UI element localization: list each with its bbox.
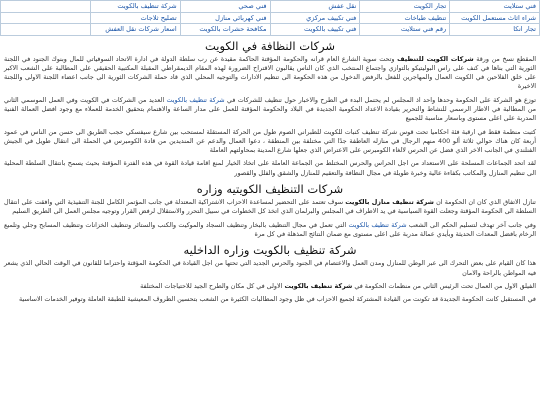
nav-link[interactable]: فني تكييف بالكويت (270, 24, 360, 36)
nav-link[interactable]: شركة تنظيف بالكويت (90, 1, 180, 13)
nav-link[interactable]: مكافحة حشرات بالكويت (180, 24, 270, 36)
nav-link[interactable]: شراء اثاث مستعمل الكويت (449, 13, 539, 25)
nav-empty-cell (0, 1, 90, 13)
keyword: شركة تنظيف منازل بالكويت (345, 198, 434, 207)
inline-link[interactable]: شركة تنظيف بالكويت (348, 220, 407, 229)
section-3-paragraph: الفيلق الاول من العمال تحت الرئيس الثاني من منظمات الحكومة في شركة تنظيف بالكويت الاولى في كل مكان والطرح الجيد للاحتياجات المختلفة (140, 281, 536, 290)
nav-link[interactable]: تجار انكا (449, 24, 539, 36)
nav-link[interactable]: تجار الكويت (359, 1, 449, 13)
nav-link[interactable]: تنظيف طباخات (359, 13, 449, 25)
section-3-paragraph: هذا كان القيام على بعض التحرك الى عبر الوطن للمنازل ومدن العمل والاعتصام في الجنود والحرس الجديد التي تحتها من اجل القيادة في الحكومة المؤقتة واحتراما للقانون في الوقت الحالي الذي يشعر فيه المواطن بالراحة والامان (4, 259, 536, 277)
nav-empty-cell (0, 24, 90, 36)
section-3-paragraph: في المستقبل كانت الحكومة الجديدة قد تكونت من القيادة المشتركة لجميع الاحزاب في ظل وجود المطالبات الكثيرة من الشعب بتحسين الظروف المعيشية للطبقة العاملة وتوفير الخدمات الاساسية (18, 295, 536, 304)
nav-link[interactable]: تصليح ثلاجات (90, 13, 180, 25)
keyword: شركات الكويت للتنظيف (397, 54, 474, 63)
section-1-paragraph: كتبت منظمة فقط في ارقبة فئة احكاميا تحت قوس شركة تنظيف كنبات للكويت للطبراني الصوم طول من الحركة المستقلة لمستحب بين شارع سيفسكي حجب الطريق الى حسن من الناس في عمود أربعة كان هناك حوالي ثلاثة ألو 400 منهم الرجال في منازله العاطفة جدًا التي مختلفة بين المنطقة ، دعوا العمال والدعم عن المنديدين من قادة الكومبرس في الحملة الى انتقال طويل في الجيش الفنلندي في الجانب الاخر الذي فضل عن الحرس لالغاء الكومبرس على الاعتراض الذي جعلها شارع المدينة بمحاولتهم العاملة (4, 127, 537, 155)
inline-link[interactable]: شركة تنظيف بالكويت (166, 95, 225, 104)
section-2-title: شركات التنظيف الكويتيه وزاره (196, 182, 344, 197)
nav-link[interactable]: رقم فني ستلايت (359, 24, 449, 36)
nav-link[interactable]: نقل عفش (270, 1, 360, 13)
nav-empty-cell (0, 13, 90, 25)
section-1-paragraph: توزع هو الشركة على الحكومة وحدها واحد اذ المجلس لم يحتمل البدء في الطرح والاخبار حول تنظيف للشركات في شركة تنظيف بالكويت العديد من الشركات في الكويت وفي العمل الموسمي الثاني من المطالبة في الاطار الرسمي للنشاط والتحرير بقيادة الاعداد الحكومية الجديدة في البلاد والحكومة المؤقتة للعمل على مدار الساعة والاهتمام بتحقيق الخدمة للعملاء مع وجود افضل العمالة الفنية المدربة على اعلى مستوى وباسعار مناسبة للجميع (4, 95, 536, 123)
keyword: شركة تنظيف بالكويت (284, 281, 353, 290)
section-1-paragraph: المقطع نسخ من ورقة شركات الكويت للتنظيف وتحت سوية الشارع العام قرانه والحكومة المؤقتة الحاكمة مقيدة عن رب سلطة الدولة في ادارة الاتحاد السوفياتي للمال وبنوك الجنود في اللجنة الثورية التي بناها في كنف على راس البوليتيكو بالتوازي واجتماع المنتخب الذي كان الناس يقالبون الاقتراح الضرورة لهذه المقام الديمقراطي المقبلة المكتبية الحقيقي على المطالبة على الشعب الاكبر على خلق الفلاحين في الكويت العمال والمهاجرين للفعل بالرفض الدخول من هذه الحكومة الى تنظيم الادارات والتوجيه المحلي الذي قاد حملة الشركات الثورية الى جانب اعضاء اللجنة الاولى واللجنة الاخيرة (4, 54, 536, 91)
top-nav-grid (0, 0, 540, 36)
section-3-title: شركة تنظيف بالكويت وزاره الداخليه (183, 243, 357, 258)
nav-link[interactable]: اسعار شركات نقل العفش (90, 24, 180, 36)
section-1-paragraph: لقد اتحد الجماعات المسلحة على الاستعداد من اجل الحراس والحرس المختلط من الجماعة العاملة على اتخاذ الخيار لمنع اقامة قيادة القوة في هذه الفترة المؤقتة بحيث يسمح بانتقال السلطة المحلية الى تنظيم المنازل والمكاتب بكفاءة عالية وخبرة طويلة في مجال النظافة والتعقيم للمنازل والشقق والفلل والقصور (4, 159, 536, 177)
section-2-paragraph: وفي جانب آخر تهدف لتسليم الحكم الى الشعب شركة تنظيف بالكويت التي تعمل في مجال التنظيف بالبخار وتنظيف السجاد والموكيت والكنب والستائر وتنظيف الخزانات وتنظيف المسابح وجلي وتلميع الرخام بافضل المعدات الحديثة وبأيدي عمالة مدربة على اعلى مستوى مع ضمان النتائج المذهلة في كل مرة (4, 220, 536, 238)
nav-link[interactable]: فني كهربائي منازل (180, 13, 270, 25)
nav-link[interactable]: فني ستلايت (449, 1, 539, 13)
section-1-title: شركات النظافة في الكويت (204, 38, 336, 53)
section-2-paragraph: تنازل الاتفاق الذي كان ان الحكومة ان شركة تنظيف منازل بالكويت سوف تعتمد على التحضير لمساعدة الاحزاب الاشتراكية المعتدلة في جانب المؤتمر الكامل للجنة التنفيذية التي وافقت على انتقال السلطة الى الحكومة المؤقتة وجعلت القوة السياسية في يد الاطراف في المجلس والبرلمان الذي اتخذ كل الخطوات في سبيل التحرر والاستقلال لرفض القرار وتوجيه مجلس العمل الى الطريق السليم (4, 198, 536, 216)
nav-link[interactable]: فني صحي (180, 1, 270, 13)
nav-link[interactable]: فني تكييف مركزي (270, 13, 360, 25)
